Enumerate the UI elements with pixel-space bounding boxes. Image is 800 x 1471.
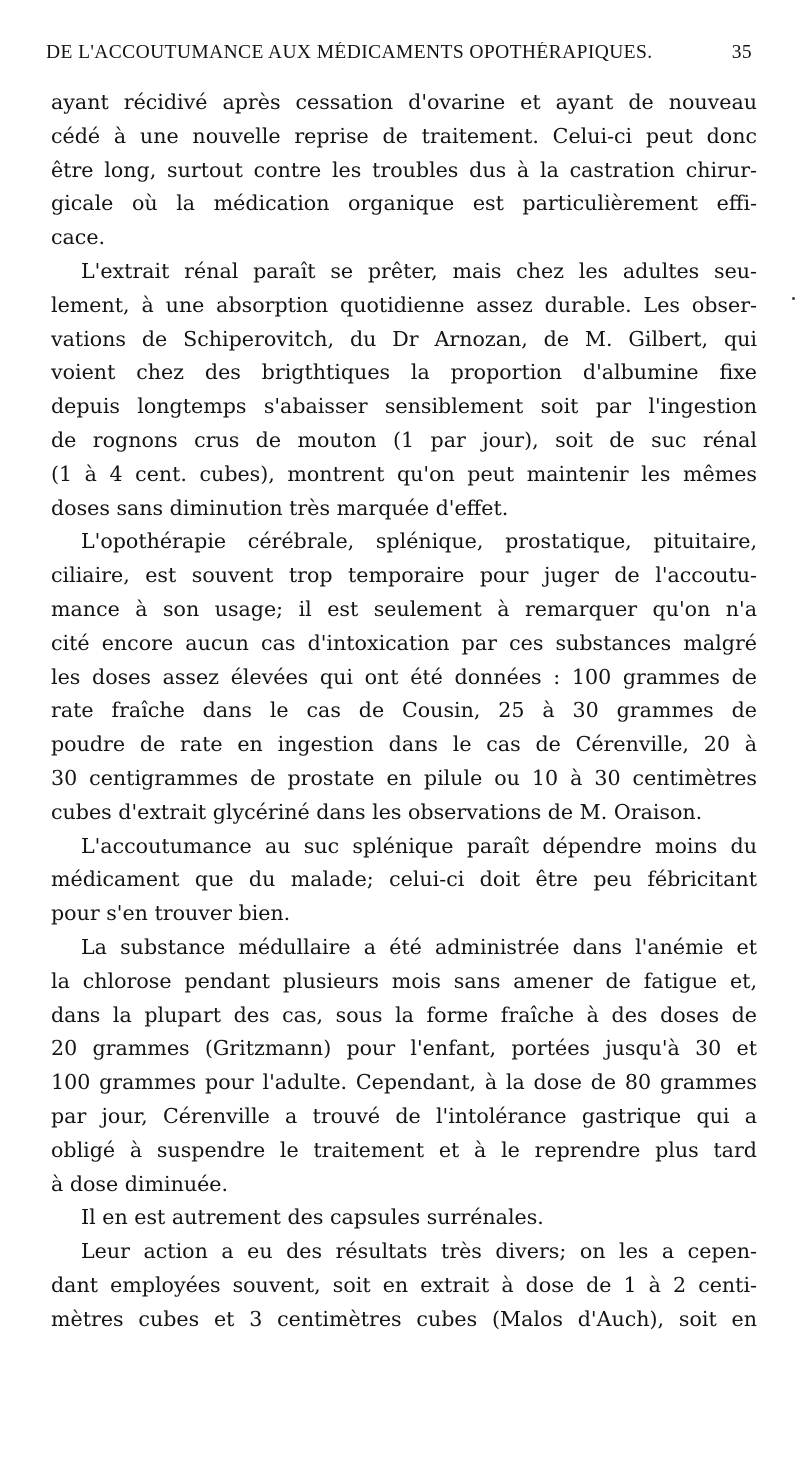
text-line: rate fraîche dans le cas de Cousin, 25 à 30 grammes de [51,698,757,723]
text-line: cédé à une nouvelle reprise de traitement. Celui-ci peut donc [51,123,757,148]
text-line: la chlorose pendant plusieurs mois sans amener de fatigue et, [51,968,757,993]
body-text [51,86,757,1336]
text-line: par jour, Cérenville a trouvé de l'intolérance gastrique qui a [51,1103,757,1128]
text-line: doses sans diminution très marquée d'effet. [51,495,509,520]
text-line: mètres cubes et 3 centimètres cubes (Malos d'Auch), soit en [51,1306,757,1331]
running-head-title: DE L'ACCOUTUMANCE AUX MÉDICAMENTS OPOTHÉRAPIQUES. [46,42,653,63]
margin-speck [792,297,795,300]
running-head [46,42,758,70]
text-line: Il en est autrement des capsules surrénales. [81,1205,544,1230]
text-line: vations de Schiperovitch, du Dr Arnozan, de M. Gilbert, qui [51,326,757,351]
text-line: L'extrait rénal paraît se prêter, mais chez les adultes seu- [81,258,757,283]
text-line: gicale où la médication organique est particulièrement effi- [51,191,757,216]
text-line: Leur action a eu des résultats très divers; on les a cepen- [81,1239,757,1264]
text-line: depuis longtemps s'abaisser sensiblement soit par l'ingestion [51,394,757,419]
text-line: à dose diminuée. [51,1171,229,1196]
page-number: 35 [731,42,752,63]
text-line: cubes d'extrait glycériné dans les observations de M. Oraison. [51,799,703,824]
text-line: L'accoutumance au suc splénique paraît dépendre moins du [81,833,757,858]
text-line: ayant récidivé après cessation d'ovarine et ayant de nouveau [51,90,757,114]
text-line: pour s'en trouver bien. [51,901,291,926]
text-line: L'opothérapie cérébrale, splénique, prostatique, pituitaire, [81,529,757,554]
text-line: médicament que du malade; celui-ci doit être peu fébricitant [51,867,757,892]
text-line: lement, à une absorption quotidienne assez durable. Les obser- [51,292,757,317]
text-line: de rognons crus de mouton (1 par jour), soit de suc rénal [51,427,757,452]
text-line: être long, surtout contre les troubles dus à la castration chirur- [51,157,757,182]
text-line: cité encore aucun cas d'intoxication par ces substances malgré [51,630,757,655]
text-line: voient chez des brigthtiques la proportion d'albumine fixe [51,360,757,385]
text-line: les doses assez élevées qui ont été données : 100 grammes de [51,664,757,689]
text-line: (1 à 4 cent. cubes), montrent qu'on peut maintenir les mêmes [51,461,757,486]
text-line: cace. [51,225,106,250]
text-line: obligé à suspendre le traitement et à le reprendre plus tard [51,1137,757,1162]
text-line: poudre de rate en ingestion dans le cas de Cérenville, 20 à [51,732,757,757]
text-line: 30 centigrammes de prostate en pilule ou 10 à 30 centimètres [51,765,757,790]
text-line: mance à son usage; il est seulement à remarquer qu'on n'a [51,596,757,621]
text-line: La substance médullaire a été administrée dans l'anémie et [81,934,757,959]
text-line: 100 grammes pour l'adulte. Cependant, à la dose de 80 grammes [51,1070,757,1095]
text-line: ciliaire, est souvent trop temporaire pour juger de l'accoutu- [51,563,757,588]
text-line: dans la plupart des cas, sous la forme fraîche à des doses de [51,1002,757,1027]
text-line: 20 grammes (Gritzmann) pour l'enfant, portées jusqu'à 30 et [51,1036,757,1061]
text-line: dant employées souvent, soit en extrait à dose de 1 à 2 centi- [51,1272,757,1297]
